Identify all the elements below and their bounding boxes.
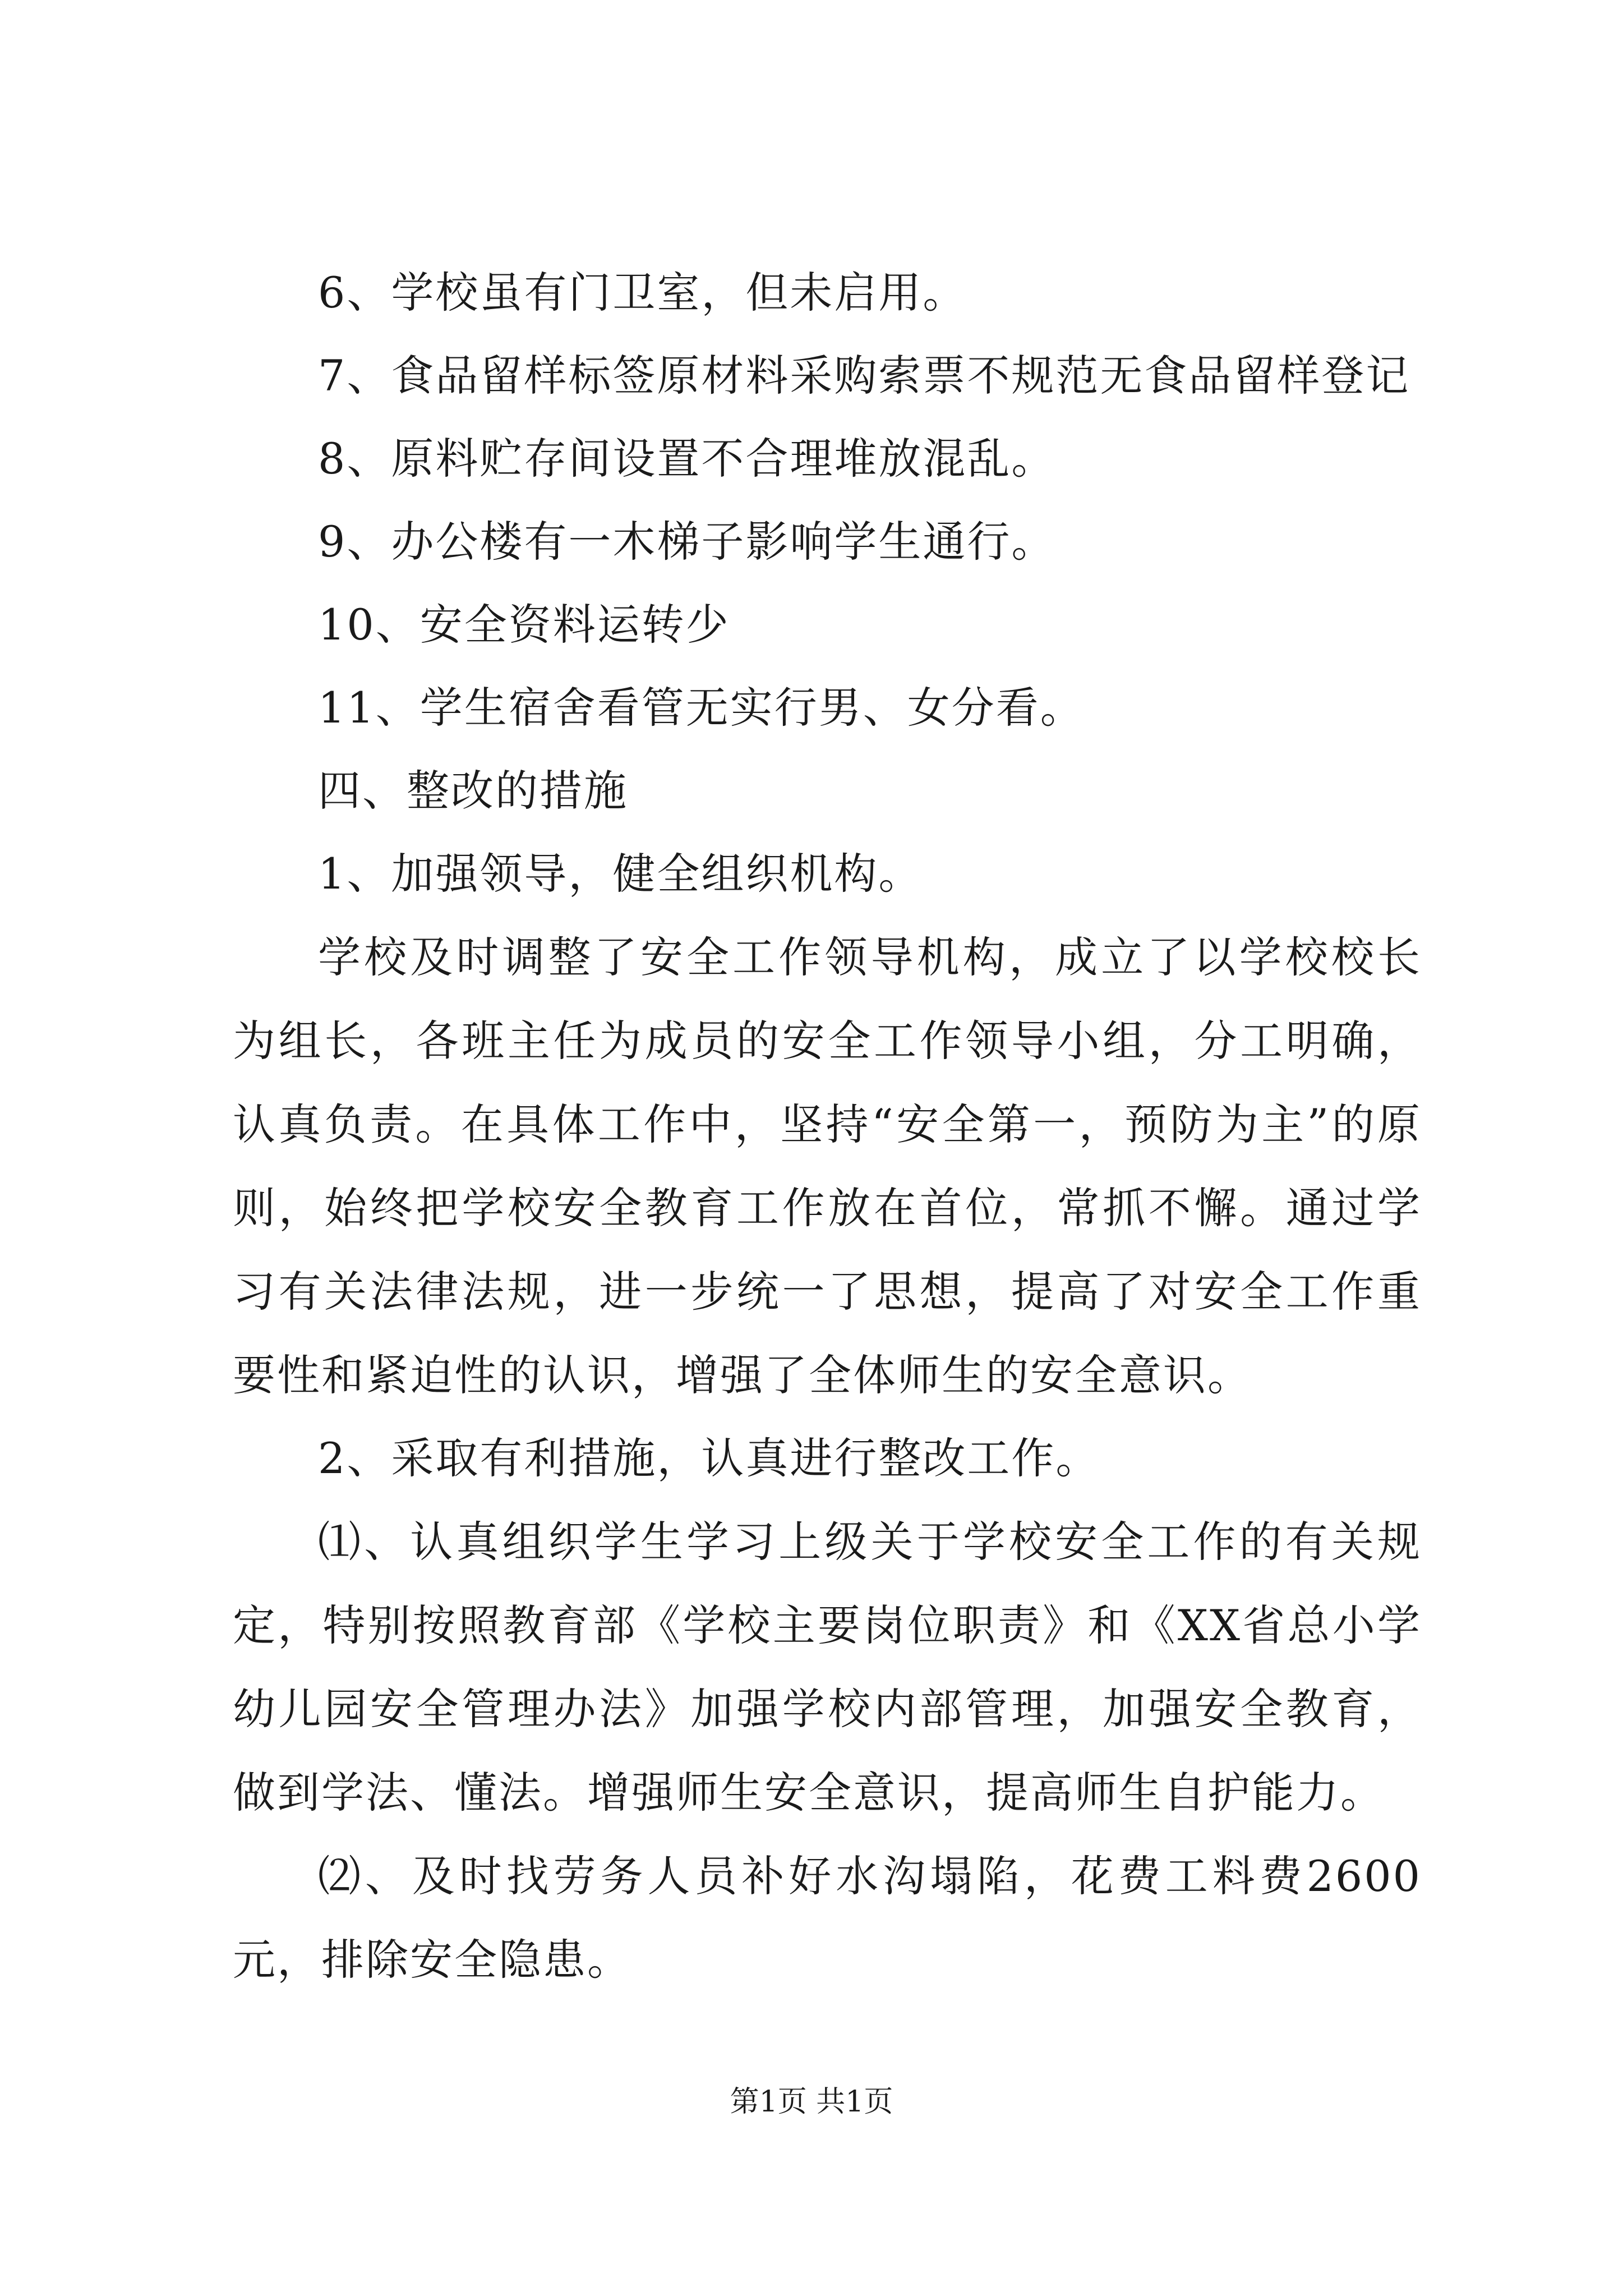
list-item: 7、食品留样标签原材料采购索票不规范无食品留样登记 (318, 351, 1410, 401)
list-item: 9、办公楼有一木梯子影响学生通行。 (318, 517, 1056, 567)
measure-1-paragraph: 学校及时调整了安全工作领导机构，成立了以学校校长为组长，各班主任为成员的安全工作领导小组，分工明确，认真负责。在具体工作中，坚持“安全第一，预防为主”的原则，始终把学校安全教育工作放在首位，常抓不懈。通过学习有关法律法规，进一步统一了思想，提高了对安全工作重要性和紧迫性的认识，增强了全体师生的安全意识。 (233, 932, 1422, 1400)
list-item: 11、学生宿舍看管无实行男、女分看。 (318, 683, 1085, 733)
document-body (233, 251, 1422, 2001)
sub-measure-2-paragraph: ⑵、及时找劳务人员补好水沟塌陷，花费工料费2600元，排除安全隐患。 (233, 1851, 1422, 1985)
section-heading: 四、整改的措施 (318, 766, 628, 816)
list-item: 10、安全资料运转少 (318, 600, 730, 650)
list-item: 6、学校虽有门卫室，但未启用。 (318, 268, 967, 318)
list-item: 8、原料贮存间设置不合理堆放混乱。 (318, 434, 1056, 484)
sub-measure-1-paragraph: ⑴、认真组织学生学习上级关于学校安全工作的有关规定，特别按照教育部《学校主要岗位职责》和《XX省总小学幼儿园安全管理办法》加强学校内部管理，加强安全教育，做到学法、懂法。增强师生安全意识，提高师生自护能力。 (233, 1517, 1422, 1818)
page-number-footer: 第1页 共1页 (730, 2085, 893, 2119)
measure-1-heading: 1、加强领导，健全组织机构。 (318, 849, 923, 899)
measure-2-heading: 2、采取有利措施，认真进行整改工作。 (318, 1433, 1100, 1483)
